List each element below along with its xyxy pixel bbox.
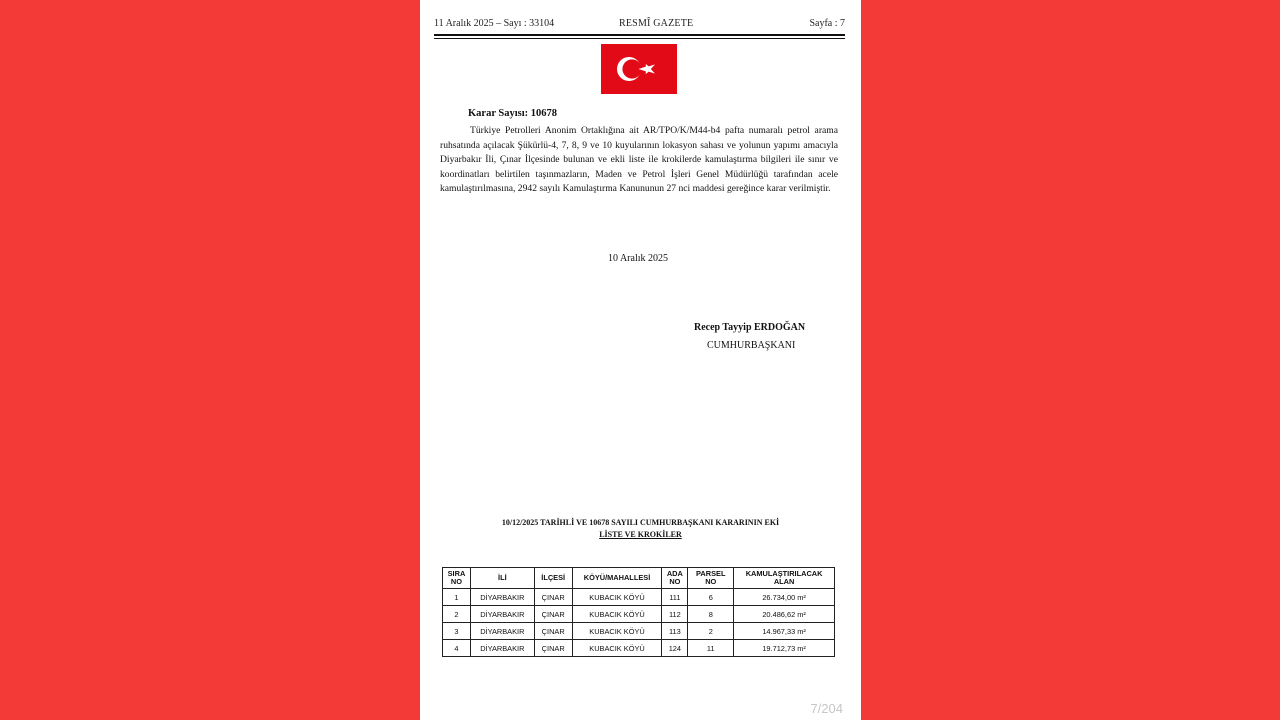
annex-subtitle: LİSTE VE KROKİLER <box>599 530 682 539</box>
table-row <box>443 606 835 623</box>
cell-ilce: ÇINAR <box>534 623 572 640</box>
col-header-sira-no: SIRA NO <box>443 568 471 589</box>
cell-parsel: 8 <box>688 606 734 623</box>
cell-parsel: 11 <box>688 640 734 657</box>
col-header-ilce: İLÇESİ <box>534 568 572 589</box>
cell-ada: 111 <box>662 589 688 606</box>
annex-title: 10/12/2025 TARİHLİ VE 10678 SAYILI CUMHURBAŞKANI KARARININ EKİ <box>501 518 780 527</box>
col-header-ada: ADA NO <box>662 568 688 589</box>
cell-alan: 20.486,62 m² <box>734 606 835 623</box>
cell-parsel: 2 <box>688 623 734 640</box>
cell-alan: 19.712,73 m² <box>734 640 835 657</box>
header-rule-thin <box>434 38 845 39</box>
cell-sira: 3 <box>443 623 471 640</box>
cell-ada: 112 <box>662 606 688 623</box>
cell-il: DİYARBAKIR <box>470 640 534 657</box>
cell-ada: 124 <box>662 640 688 657</box>
cell-koy: KUBACIK KÖYÜ <box>572 640 662 657</box>
table-header-row <box>443 568 835 589</box>
decision-number: Karar Sayısı: 10678 <box>468 108 558 119</box>
decision-text: Türkiye Petrolleri Anonim Ortaklığına ait AR/TPO/K/M44-b4 pafta numaralı petrol arama ruhsatında açılacak Şükürlü-4, 7, 8, 9 ve 10 kuyularının lokasyon sahası ve yolunun yapımı amacıyla Diyarbakır İli, Çınar İlçesinde bulunan ve ekli liste ile krokilerde kamulaştırma bilgileri ile sınır ve koordinatları belirtilen taşınmazların, Maden ve Petrol İşleri Genel Müdürlüğü tarafından acele kamulaştırılmasına, 2942 sayılı Kamulaştırma Kanununun 27 nci maddesi gereğince karar verilmiştir. <box>440 125 838 194</box>
cell-koy: KUBACIK KÖYÜ <box>572 606 662 623</box>
parcel-table <box>442 567 835 657</box>
col-header-koy: KÖYÜ/MAHALLESİ <box>572 568 662 589</box>
cell-ilce: ÇINAR <box>534 606 572 623</box>
signatory-title: CUMHURBAŞKANI <box>707 340 796 351</box>
cell-koy: KUBACIK KÖYÜ <box>572 623 662 640</box>
cell-sira: 4 <box>443 640 471 657</box>
decision-date: 10 Aralık 2025 <box>608 253 668 264</box>
annex-subtitle-wrap <box>420 530 861 539</box>
cell-ada: 113 <box>662 623 688 640</box>
cell-parsel: 6 <box>688 589 734 606</box>
cell-alan: 14.967,33 m² <box>734 623 835 640</box>
cell-sira: 2 <box>443 606 471 623</box>
gazette-title: RESMÎ GAZETE <box>619 18 694 29</box>
col-header-alan: KAMULAŞTIRILACAK ALAN <box>734 568 835 589</box>
cell-ilce: ÇINAR <box>534 589 572 606</box>
header-rule-thick <box>434 34 845 36</box>
document-page <box>420 0 861 720</box>
issue-info: 11 Aralık 2025 – Sayı : 33104 <box>434 18 555 29</box>
cell-il: DİYARBAKIR <box>470 589 534 606</box>
cell-alan: 26.734,00 m² <box>734 589 835 606</box>
cell-ilce: ÇINAR <box>534 640 572 657</box>
cell-il: DİYARBAKIR <box>470 606 534 623</box>
signatory-name: Recep Tayyip ERDOĞAN <box>694 322 806 333</box>
table-row <box>443 589 835 606</box>
table-row <box>443 623 835 640</box>
cell-sira: 1 <box>443 589 471 606</box>
cell-koy: KUBACIK KÖYÜ <box>572 589 662 606</box>
table-row <box>443 640 835 657</box>
col-header-il: İLİ <box>470 568 534 589</box>
page-counter: 7/204 <box>810 701 843 716</box>
cell-il: DİYARBAKIR <box>470 623 534 640</box>
col-header-parsel: PARSEL NO <box>688 568 734 589</box>
page-number: Sayfa : 7 <box>809 18 845 29</box>
gazette-header <box>434 18 845 32</box>
turkish-flag-icon <box>601 44 677 94</box>
